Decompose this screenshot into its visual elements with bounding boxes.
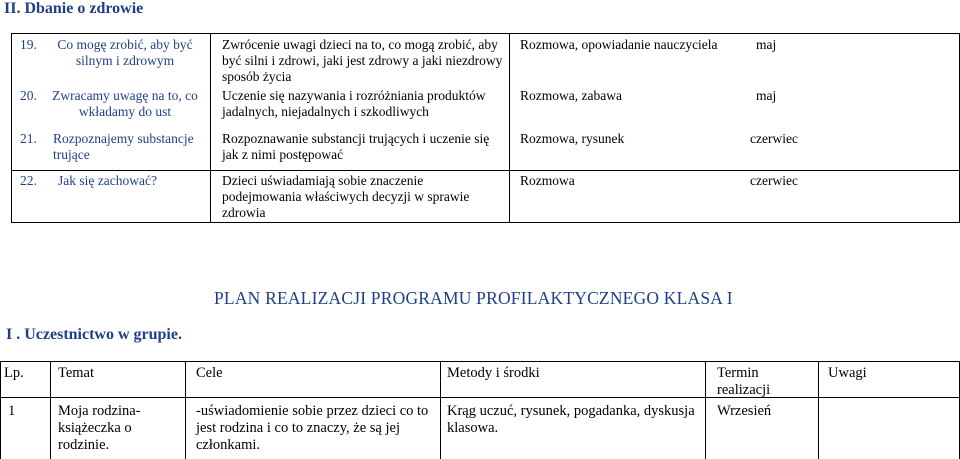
row-term: czerwiec	[750, 173, 798, 188]
row1-goals: -uświadomienie sobie przez dzieci co to jest rodzina i co to znaczy, że są jej członkami.	[196, 403, 429, 453]
row-number: 20.	[20, 88, 37, 103]
row-number: 22.	[20, 173, 37, 188]
header-term: Termin realizacji	[717, 365, 771, 398]
header-notes: Uwagi	[828, 365, 867, 381]
row-number: 21.	[20, 131, 37, 146]
header-lp: Lp.	[4, 365, 24, 381]
header-goals: Cele	[196, 365, 223, 381]
row-topic: Co mogę zrobić, aby być silnym i zdrowym	[57, 37, 193, 68]
row-topic: Zwracamy uwagę na to, co wkładamy do ust	[52, 88, 198, 119]
plan-title: PLAN REALIZACJI PROGRAMU PROFILAKTYCZNEGO KLASA I	[214, 288, 733, 308]
row-goal: Rozpoznawanie substancji trujących i uczenie się jak z nimi postępować	[222, 131, 490, 162]
row1-topic: Moja rodzina- książeczka o rodzinie.	[58, 403, 141, 453]
row-goal: Zwrócenie uwagi dzieci na to, co mogą zrobić, aby być silni i zdrowi, jaki jest zdrowy a jaki niezdrowy sposób życia	[222, 37, 503, 84]
row-method: Rozmowa	[520, 173, 575, 188]
row1-term: Wrzesień	[717, 403, 772, 419]
row-term: maj	[756, 37, 777, 52]
row-number: 19.	[20, 37, 37, 52]
header-methods: Metody i środki	[447, 365, 540, 381]
row-term: czerwiec	[750, 131, 798, 146]
row-topic: Rozpoznajemy substancje trujące	[53, 131, 194, 162]
row1-lp: 1	[8, 403, 16, 419]
section-title: II. Dbanie o zdrowie	[4, 0, 144, 17]
group-subheading: I . Uczestnictwo w grupie.	[6, 326, 182, 343]
row-method: Rozmowa, rysunek	[520, 131, 625, 146]
row-goal: Dzieci uświadamiają sobie znaczenie podejmowania właściwych decyzji w sprawie zdrowia	[222, 173, 470, 220]
header-topic: Temat	[58, 365, 95, 381]
row-goal: Uczenie się nazywania i rozróżniania produktów jadalnych, niejadalnych i szkodliwych	[222, 88, 486, 119]
row-method: Rozmowa, opowiadanie nauczyciela	[520, 37, 718, 52]
row-term: maj	[756, 88, 777, 103]
row1-methods: Krąg uczuć, rysunek, pogadanka, dyskusja klasowa.	[447, 403, 695, 436]
row-topic: Jak się zachować?	[58, 173, 157, 188]
row-method: Rozmowa, zabawa	[520, 88, 622, 103]
